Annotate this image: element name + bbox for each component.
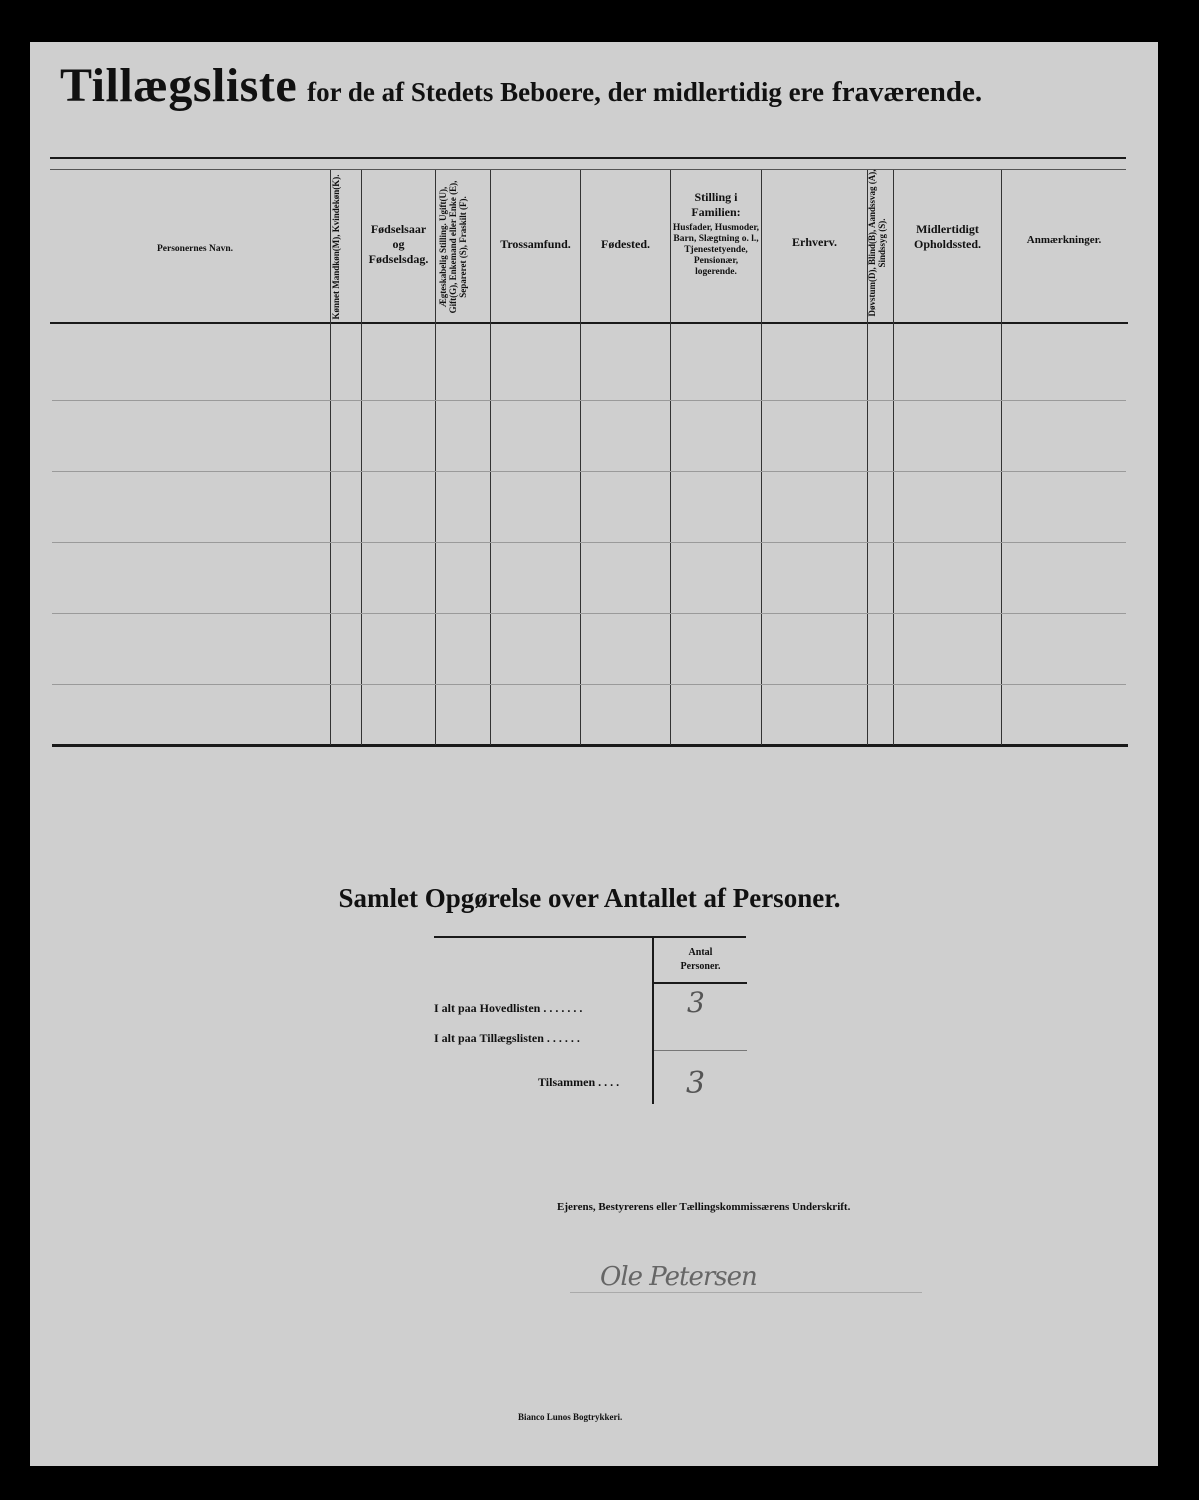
title-middle: for de af Stedets Beboere, der midlertidig ere: [307, 77, 825, 107]
printer-imprint: Bianco Lunos Bogtrykkeri.: [518, 1412, 623, 1422]
summary-row-total-label: Tilsammen . . . .: [538, 1075, 620, 1089]
summary-count-header: Antal Personer.: [680, 947, 721, 972]
table-top-rule: [50, 169, 1126, 170]
header-birth: Fødselsaar og Fødselsdag.: [368, 222, 429, 266]
header-remarks: Anmærkninger.: [1026, 234, 1102, 246]
summary-row-main-value: 3: [687, 986, 705, 1019]
col-sep-7: [761, 170, 762, 745]
col-sep-6: [670, 170, 671, 745]
header-temporary-residence: Midlertidigt Opholdssted.: [913, 222, 982, 251]
title-underline: [50, 157, 1126, 159]
header-family: Stilling i Familien: Husfader, Husmoder, Barn, Slægtning o. l., Tjenestetyende, Pensionær, logerende.: [672, 190, 760, 277]
row-line-5: [52, 684, 1126, 685]
header-birthplace: Fødested.: [601, 237, 650, 251]
header-disability: Døvstum(D), Blind(B), Aandssvag (A), Sindssyg (S).: [867, 169, 887, 317]
col-sep-4: [490, 170, 491, 745]
summary-row-supplement-label: I alt paa Tillægslisten . . . . . .: [434, 1031, 580, 1045]
signature-handwritten: Ole Petersen: [600, 1262, 757, 1292]
census-form-sheet: [30, 42, 1158, 1466]
summary-row-main-label: I alt paa Hovedlisten . . . . . . .: [434, 1001, 583, 1015]
signature-line: [570, 1292, 922, 1293]
signature-label: Ejerens, Bestyrerens eller Tællingskommissærens Underskrift.: [557, 1201, 851, 1213]
col-sep-9: [893, 170, 894, 745]
title-emphasis: fraværende.: [832, 76, 983, 108]
row-line-1: [52, 400, 1126, 401]
summary-row-total-value: 3: [686, 1066, 706, 1101]
summary-title: Samlet Opgørelse over Antallet af Personer.: [338, 883, 841, 913]
table-bottom-rule: [52, 744, 1128, 747]
header-occupation: Erhverv.: [792, 235, 837, 249]
col-sep-3: [435, 170, 436, 745]
header-marital: Ægteskabelig Stilling. Ugift(U), Gift(G), Enkemand eller Enke (E), Separeret (S), Fraskilt (F).: [438, 180, 468, 314]
header-sex: Kønnet Mandkøn(M), Kvindekøn(K).: [331, 174, 341, 320]
form-title: [60, 58, 982, 113]
col-sep-10: [1001, 170, 1002, 745]
row-line-2: [52, 471, 1126, 472]
row-line-3: [52, 542, 1126, 543]
title-main: Tillægsliste: [60, 59, 298, 112]
summary-row-rule: [654, 1050, 747, 1051]
header-religion: Trossamfund.: [500, 237, 571, 251]
header-bottom-rule: [50, 322, 1128, 324]
header-name: Personernes Navn.: [157, 244, 233, 254]
col-sep-5: [580, 170, 581, 745]
summary-top-rule: [434, 936, 746, 938]
row-line-4: [52, 613, 1126, 614]
summary-header-rule: [654, 982, 747, 984]
